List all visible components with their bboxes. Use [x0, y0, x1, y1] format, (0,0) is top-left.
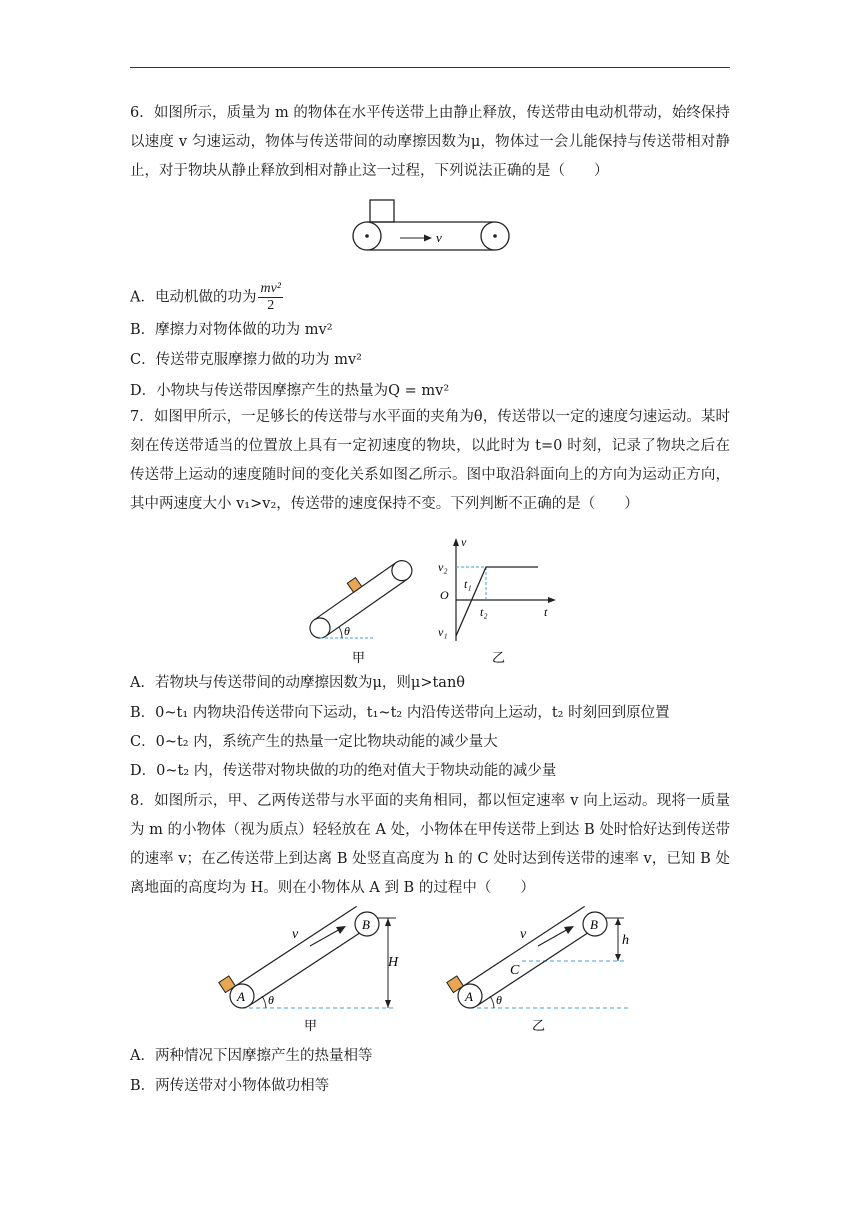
q8-caption-jia: 甲 — [304, 1019, 318, 1034]
q8-stem: 8．如图所示，甲、乙两传送带与水平面的夹角相同，都以恒定速率 v 向上运动。现将一质量为 m 的小物体（视为质点）轻轻放在 A 处，小物体在甲传送带上到达 B 处时恰好达到传送带的速率 v；在乙传送带上到达离 B 处竖直高度为 h 的 C 处时达到传送带的速率 v，已知 B 处离地面的高度均为 H。则在小物体从 A 到 B 的过程中（ ） — [130, 793, 730, 896]
q7-axis-t: t — [544, 605, 548, 619]
q7-theta: θ — [344, 624, 350, 638]
q8-yi-h: h — [622, 933, 629, 948]
q6-option-b: B．摩擦力对物体做的功为 mv² — [130, 322, 333, 338]
q7-vt-graph — [434, 536, 564, 666]
q8-jia-H: H — [388, 955, 399, 970]
q6-option-a: A．电动机做的功为 $\frac{\text{mv²}}{2}$ — [130, 281, 282, 313]
q7-option-d: D．0~t₂ 内，传送带对物块做的功的绝对值大于物块动能的减少量 — [130, 763, 557, 779]
q7-stem: 7．如图甲所示，一足够长的传送带与水平面的夹角为θ，传送带以一定的速度匀速运动。某时刻在传送带适当的位置放上具有一定初速度的物块，以此时为 t=0 时刻，记录了物块之后在传送带上运动的速度随时间的变化关系如图乙所示。图中取沿斜面向上的方向为运动正方向，其中两速度大小 v₁>v₂，传送带的速度保持不变。下列判断不正确的是（ ） — [130, 409, 730, 512]
q7-t1-label: t₁ — [464, 577, 472, 591]
q7-block — [347, 578, 362, 593]
q8-figure-yi — [452, 906, 642, 1034]
q7-origin: O — [440, 588, 449, 602]
header-rule — [130, 67, 730, 68]
q8-caption-yi: 乙 — [532, 1019, 546, 1034]
q7-option-b: B．0~t₁ 内物块沿传送带向下运动，t₁~t₂ 内沿传送带向上运动，t₂ 时刻回到原位置 — [130, 705, 670, 721]
q7-v1-label: v₁ — [438, 625, 448, 639]
q6-option-c: C．传送带克服摩擦力做的功为 mv² — [130, 352, 362, 368]
q7-axis-v: v — [461, 535, 467, 549]
q7-v2-label: v₂ — [438, 560, 448, 574]
q7-figure-jia — [308, 578, 418, 664]
q6-velocity-label: v — [436, 230, 442, 245]
q8-yi-v: v — [520, 927, 527, 942]
q7-option-a: A．若物块与传送带间的动摩擦因数为μ，则μ>tanθ — [130, 675, 466, 691]
q7-option-c: C．0~t₂ 内，系统产生的热量一定比物块动能的减少量大 — [130, 734, 498, 750]
q7-caption-jia: 甲 — [352, 651, 366, 666]
q7-caption-yi: 乙 — [492, 651, 506, 666]
q8-jia-theta: θ — [268, 993, 274, 1007]
q8-yi-label-c: C — [510, 963, 520, 978]
q8-jia-label-b: B — [362, 917, 370, 932]
q6-block — [370, 200, 394, 222]
q6-stem: 6．如图所示，质量为 m 的物体在水平传送带上由静止释放，传送带由电动机带动，始终保持以速度 v 匀速运动，物体与传送带间的动摩擦因数为μ，物体过一会儿能保持与传送带相对静止，对于物块从静止释放到相对静止这一过程，下列说法正确的是（ ） — [130, 105, 730, 179]
q8-figure-jia — [224, 906, 414, 1034]
q8-jia-v: v — [292, 927, 299, 942]
q8-option-a: A．两种情况下因摩擦产生的热量相等 — [130, 1048, 373, 1064]
q6-conveyor-figure — [352, 198, 512, 254]
q8-option-b: B．两传送带对小物体做功相等 — [130, 1078, 330, 1094]
q8-yi-label-a: A — [465, 989, 473, 1004]
q7-t2-label: t₂ — [480, 605, 488, 619]
q8-jia-label-a: A — [237, 989, 245, 1004]
q6-option-a-fraction: $\frac{\text{mv²}}{2}$ — [260, 281, 282, 313]
q8-yi-theta: θ — [496, 993, 502, 1007]
q6-option-d: D．小物块与传送带因摩擦产生的热量为Q = mv² — [130, 383, 450, 399]
q8-yi-label-b: B — [590, 917, 598, 932]
